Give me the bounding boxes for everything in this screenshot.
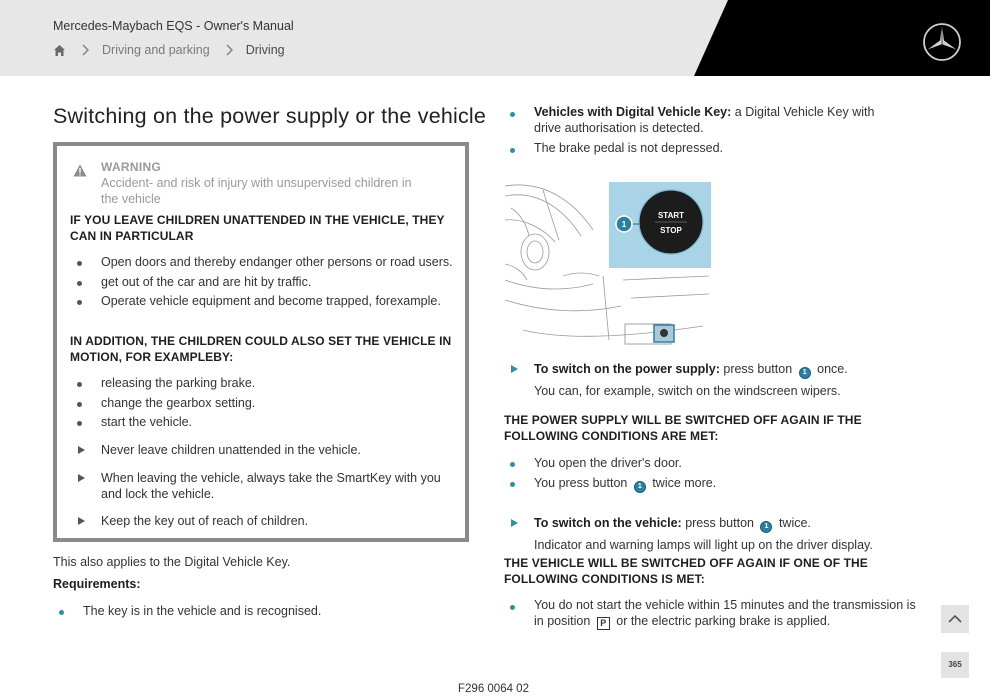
- warning-list-1: [71, 253, 456, 312]
- list-item: change the gearbox setting.: [71, 394, 456, 414]
- vehicle-off-conditions: [504, 597, 924, 630]
- button-1-badge-icon: 1: [799, 367, 811, 379]
- bullet-icon: [510, 482, 515, 487]
- instruction-result: You can, for example, switch on the windscreen wipers.: [534, 384, 841, 398]
- warning-header: [73, 160, 431, 207]
- list-item: The brake pedal is not depressed.: [504, 140, 904, 156]
- bullet-icon: [77, 421, 82, 426]
- list-item: You open the driver's door.: [504, 454, 914, 474]
- stop-label: STOP: [660, 226, 682, 235]
- page-number-button[interactable]: 365: [941, 652, 969, 678]
- vehicle-off-heading: THE VEHICLE WILL BE SWITCHED OFF AGAIN IF ONE OF THE FOLLOWING CONDITIONS IS MET:: [504, 556, 868, 586]
- list-item: Vehicles with Digital Vehicle Key: a Digital Vehicle Key with drive authorisation is detected.: [504, 104, 904, 136]
- instruction-item: Keep the key out of reach of children.: [71, 513, 451, 529]
- breadcrumb-driving: Driving: [245, 43, 285, 57]
- bullet-icon: [77, 382, 82, 387]
- list-item: Operate vehicle equipment and become trapped, forexample.: [71, 292, 456, 312]
- digital-key-note: This also applies to the Digital Vehicle Key.: [53, 555, 291, 569]
- list-item: Open doors and thereby endanger other persons or road users.: [71, 253, 456, 273]
- callout-number: 1: [621, 220, 627, 229]
- scroll-to-top-button[interactable]: [941, 605, 969, 633]
- warning-description: Accident- and risk of injury with unsupervised children in the vehicle: [101, 176, 412, 206]
- app-title: Mercedes-Maybach EQS - Owner's Manual: [53, 19, 294, 33]
- warning-triangle-icon: [73, 164, 87, 177]
- bullet-icon: [77, 300, 82, 305]
- bullet-icon: [77, 261, 82, 266]
- home-icon[interactable]: [53, 44, 66, 57]
- park-position-icon: P: [597, 617, 610, 630]
- list-item: You do not start the vehicle within 15 minutes and the transmission is in position P or the electric parking brake is applied.: [504, 597, 924, 630]
- start-stop-button-illustration: [503, 180, 713, 350]
- chevron-right-icon: [80, 43, 90, 57]
- button-1-badge-icon: 1: [634, 481, 646, 493]
- bullet-icon: [77, 281, 82, 286]
- chevron-up-icon: [941, 605, 969, 633]
- list-item: The key is in the vehicle and is recognised.: [53, 602, 473, 622]
- instruction-item: Never leave children unattended in the vehicle.: [71, 442, 451, 458]
- warning-label: WARNING: [101, 160, 162, 174]
- bullet-icon: [77, 402, 82, 407]
- chevron-right-icon: [224, 43, 234, 57]
- warning-list-2: [71, 374, 456, 433]
- list-item: start the vehicle.: [71, 413, 456, 433]
- instruction-result: Indicator and warning lamps will light up on the driver display.: [534, 538, 873, 552]
- list-item: releasing the parking brake.: [71, 374, 456, 394]
- bullet-icon: [510, 462, 515, 467]
- arrow-right-icon: [511, 365, 518, 373]
- figure-code: F296 0064 02: [458, 683, 529, 695]
- breadcrumb: [53, 42, 285, 58]
- bullet-icon: [510, 112, 515, 117]
- button-1-badge-icon: 1: [760, 521, 772, 533]
- bullet-icon: [510, 148, 515, 153]
- arrow-right-icon: [78, 446, 85, 454]
- page-title: Switching on the power supply or the vehicle: [53, 104, 487, 128]
- warning-heading-1: IF YOU LEAVE CHILDREN UNATTENDED IN THE VEHICLE, THEY CAN IN PARTICULAR: [70, 213, 445, 243]
- list-item: You press button 1 twice more.: [504, 474, 914, 494]
- requirements-label: Requirements:: [53, 577, 141, 591]
- list-item: get out of the car and are hit by traffic.: [71, 273, 456, 293]
- arrow-right-icon: [78, 474, 85, 482]
- start-label: START: [657, 211, 685, 220]
- requirements-list: [53, 602, 473, 622]
- power-off-heading: THE POWER SUPPLY WILL BE SWITCHED OFF AGAIN IF THE FOLLOWING CONDITIONS ARE MET:: [504, 413, 862, 443]
- arrow-right-icon: [78, 517, 85, 525]
- requirements-list-continued: [504, 104, 904, 160]
- bullet-icon: [59, 610, 64, 615]
- warning-heading-2: IN ADDITION, THE CHILDREN COULD ALSO SET THE VEHICLE IN MOTION, FOR EXAMPLEBY:: [70, 334, 452, 364]
- instruction-vehicle-on: To switch on the vehicle: press button 1 twice. Indicator and warning lamps will light up on the driver display.: [504, 515, 914, 553]
- arrow-right-icon: [511, 519, 518, 527]
- bullet-icon: [510, 605, 515, 610]
- warning-box: [53, 142, 469, 542]
- breadcrumb-driving-and-parking[interactable]: Driving and parking: [102, 43, 210, 57]
- mercedes-star-logo: [922, 22, 962, 62]
- instruction-item: When leaving the vehicle, always take the SmartKey with you and lock the vehicle.: [71, 470, 451, 502]
- instruction-power-supply: To switch on the power supply: press button 1 once. You can, for example, switch on the windscreen wipers.: [504, 361, 914, 399]
- power-off-conditions: [504, 454, 914, 493]
